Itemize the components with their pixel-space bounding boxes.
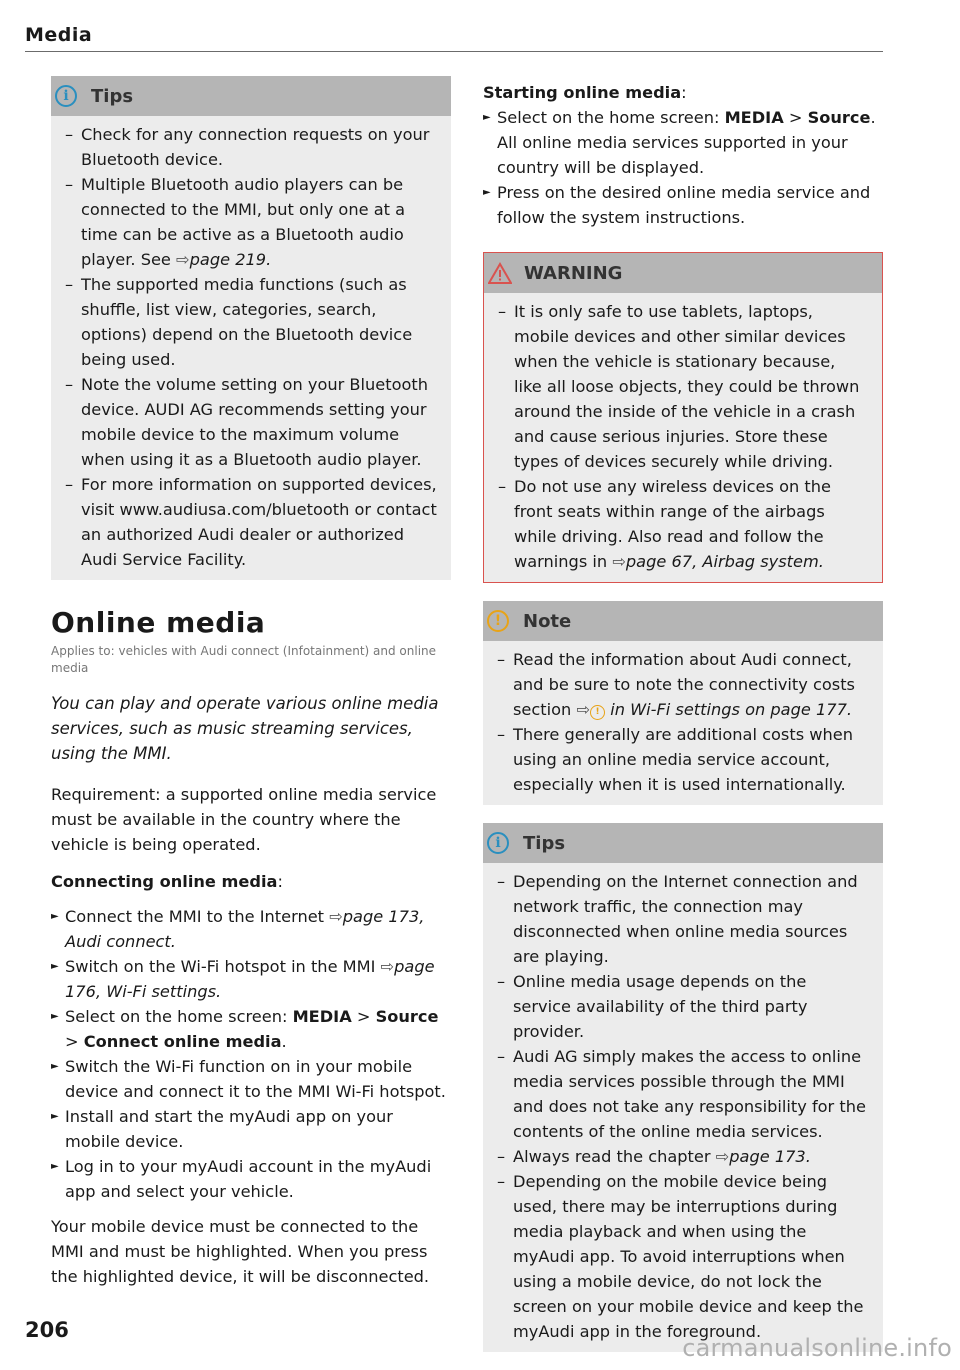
page-reference-link[interactable]: page 219. bbox=[189, 250, 272, 269]
tip-item: – Depending on the mobile device being used, there may be interruptions during media playback and when using the myAudi app. To avoid interruptions when using a mobile device, do not lock the screen on your mobile device and keep the myAudi app in the foreground. bbox=[497, 1169, 869, 1344]
warning-triangle-icon bbox=[488, 262, 512, 284]
right-column bbox=[483, 80, 883, 1370]
warning-header bbox=[484, 253, 882, 293]
tip-item: – Multiple Bluetooth audio players can be connected to the MMI, but only one at a time can be active as a Bluetooth audio player. See ⇨page 219. bbox=[65, 172, 437, 272]
tip-item: – Always read the chapter ⇨page 173. bbox=[497, 1144, 869, 1169]
step-item: ► Install and start the myAudi app on your mobile device. bbox=[51, 1104, 451, 1154]
tip-item: – Online media usage depends on the service availability of the third party provider. bbox=[497, 969, 869, 1044]
info-icon: i bbox=[487, 832, 509, 854]
step-item: ► Log in to your myAudi account in the myAudi app and select your vehicle. bbox=[51, 1154, 451, 1204]
step-item: ► Connect the MMI to the Internet ⇨page 173, Audi connect. bbox=[51, 904, 451, 954]
warning-item: – It is only safe to use tablets, laptops, mobile devices and other similar devices when the vehicle is stationary because, like all loose objects, they could be thrown around the inside of the vehicle in a crash and cause serious injuries. Store these types of devices securely while driving. bbox=[498, 299, 868, 474]
tip-item: – For more information on supported devices, visit www.audiusa.com/bluetooth or contact an authorized Audi dealer or authorized Audi Service Facility. bbox=[65, 472, 437, 572]
applies-to-note: Applies to: vehicles with Audi connect (Infotainment) and online media bbox=[51, 644, 437, 675]
step-item: ► Press on the desired online media service and follow the system instructions. bbox=[483, 180, 883, 230]
starting-steps bbox=[483, 105, 883, 230]
connecting-subheading: Connecting online media: bbox=[51, 872, 283, 891]
warning-title: WARNING bbox=[524, 262, 623, 284]
note-title: Note bbox=[523, 610, 572, 632]
note-icon: ! bbox=[487, 610, 509, 632]
section-title: Online media bbox=[51, 606, 266, 639]
tip-item: – Depending on the Internet connection and network traffic, the connection may disconnected when online media sources are playing. bbox=[497, 869, 869, 969]
tip-item: – Note the volume setting on your Bluetooth device. AUDI AG recommends setting your mobile device to the maximum volume when using it as a Bluetooth audio player. bbox=[65, 372, 437, 472]
step-item: ► Select on the home screen: MEDIA > Source > Connect online media. bbox=[51, 1004, 451, 1054]
tip-item: – Check for any connection requests on your Bluetooth device. bbox=[65, 122, 437, 172]
step-item: ► Switch the Wi-Fi function on in your mobile device and connect it to the MMI Wi-Fi hotspot. bbox=[51, 1054, 451, 1104]
step-item: ► Select on the home screen: MEDIA > Source. All online media services supported in your country will be displayed. bbox=[483, 105, 883, 180]
page-reference-link[interactable]: page 176, Wi-Fi settings. bbox=[65, 957, 435, 1001]
starting-subheading: Starting online media: bbox=[483, 83, 687, 102]
page-header-title: Media bbox=[25, 24, 93, 46]
page-reference-link[interactable]: page 67, Airbag system. bbox=[625, 552, 824, 571]
tip-item: – The supported media functions (such as shuffle, list view, categories, search, options) depend on the Bluetooth device being used. bbox=[65, 272, 437, 372]
section-intro: You can play and operate various online media services, such as music streaming services, using the MMI. bbox=[51, 694, 439, 763]
tip-item: – Audi AG simply makes the access to online media services possible through the MMI and does not take any responsibility for the contents of the online media services. bbox=[497, 1044, 869, 1144]
tips-title: Tips bbox=[91, 85, 134, 107]
watermark: carmanualsonline.info bbox=[682, 1334, 952, 1362]
note-header bbox=[483, 601, 883, 641]
page-reference-link[interactable]: page 173. bbox=[729, 1147, 811, 1166]
tips-box bbox=[483, 823, 883, 1352]
note-item: – There generally are additional costs when using an online media service account, especially when it is used internationally. bbox=[497, 722, 869, 797]
warning-item: – Do not use any wireless devices on the front seats within range of the airbags while driving. Also read and follow the warnings in ⇨page 67, Airbag system. bbox=[498, 474, 868, 574]
note-icon: ! bbox=[590, 705, 605, 720]
info-icon: i bbox=[55, 85, 77, 107]
tips-box bbox=[51, 76, 451, 580]
closing-text: Your mobile device must be connected to the MMI and must be highlighted. When you press the highlighted device, it will be disconnected. bbox=[51, 1217, 430, 1286]
page-reference-link[interactable]: page 173, Audi connect. bbox=[65, 907, 425, 951]
step-item: ► Switch on the Wi-Fi hotspot in the MMI ⇨page 176, Wi-Fi settings. bbox=[51, 954, 451, 1004]
note-item: – Read the information about Audi connect, and be sure to note the connectivity costs section ⇨ ! in Wi-Fi settings on page 177. bbox=[497, 647, 869, 722]
requirement-text: Requirement: a supported online media service must be available in the country where the vehicle is being operated. bbox=[51, 785, 437, 854]
connecting-steps bbox=[51, 904, 451, 1204]
left-column bbox=[51, 76, 451, 1301]
page-number: 206 bbox=[25, 1318, 69, 1342]
tips-title: Tips bbox=[523, 832, 566, 854]
tips-header bbox=[483, 823, 883, 863]
page-reference-link[interactable]: in Wi-Fi settings on page 177. bbox=[610, 700, 853, 719]
tips-header bbox=[51, 76, 451, 116]
header-divider bbox=[25, 51, 883, 52]
warning-box bbox=[483, 252, 883, 583]
note-box bbox=[483, 601, 883, 805]
